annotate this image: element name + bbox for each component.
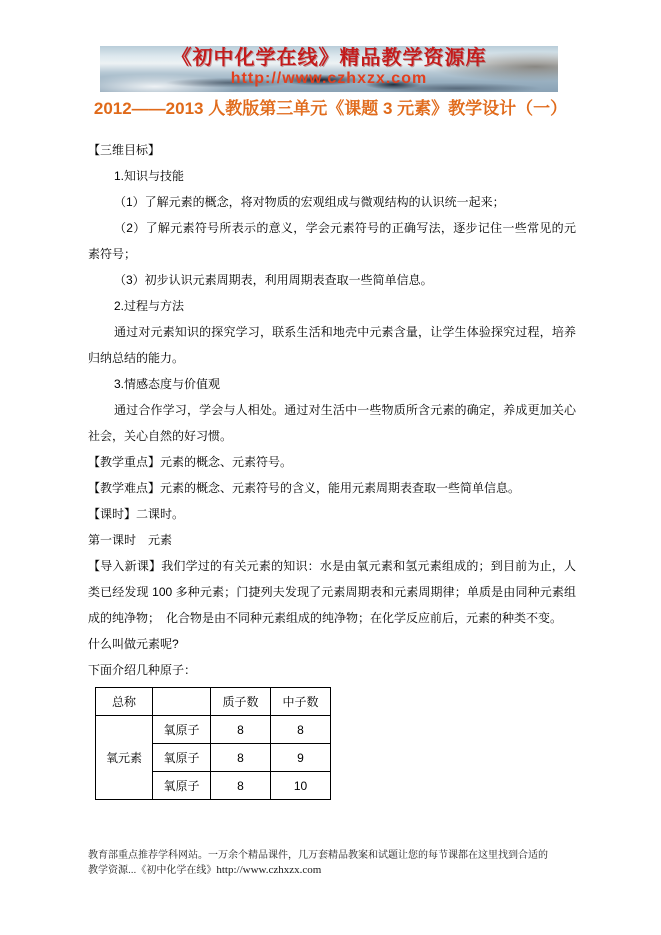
cell-atom-name: 氧原子 (153, 716, 211, 744)
cell-group-label: 氧元素 (96, 716, 153, 800)
header-cell-protons: 质子数 (211, 688, 271, 716)
banner-site-url: http://www.czhxzx.com (230, 70, 428, 87)
footer-line-2-text: 教学资源...《初中化学在线》 (88, 865, 217, 876)
table-row (96, 716, 331, 744)
banner-site-title: 《初中化学在线》精品教学资源库 (171, 47, 487, 69)
item-ks-point-1: （1）了解元素的概念，将对物质的宏观组成与微观结构的认识统一起来； (114, 195, 505, 209)
section-heading-3d-goals: 【三维目标】 (88, 143, 161, 157)
para-question-element: 什么叫做元素呢? (88, 637, 179, 651)
footer-line-2 (88, 863, 570, 878)
item-emotion-values: 3.情感态度与价值观 (114, 377, 221, 391)
para-table-intro: 下面介绍几种原子： (88, 663, 197, 677)
header-cell-neutrons: 中子数 (271, 688, 331, 716)
section-class-hours: 【课时】二课时。 (88, 507, 185, 521)
document-body (88, 137, 576, 800)
document-title: 2012——2013 人教版第三单元《课题 3 元素》教学设计（一） (93, 99, 568, 118)
cell-neutrons: 10 (271, 772, 331, 800)
footer-line-1: 教育部重点推荐学科网站。一万余个精品课件，几万套精品教案和试题让您的每节课都在这里找到合适的 (88, 850, 548, 861)
header-cell-empty (153, 688, 211, 716)
item-ks-point-3: （3）初步认识元素周期表，利用周期表查取一些简单信息。 (114, 273, 433, 287)
item-process-methods: 2.过程与方法 (114, 299, 185, 313)
para-emotion-values-detail: 通过合作学习，学会与人相处。通过对生活中一些物质所含元素的确定，养成更加关心社会，关心自然的好习惯。 (88, 403, 576, 443)
atom-table (95, 687, 331, 800)
cell-protons: 8 (211, 744, 271, 772)
item-ks-point-2: （2）了解元素符号所表示的意义，学会元素符号的正确写法，逐步记住一些常见的元素符号； (88, 221, 576, 261)
cell-neutrons: 9 (271, 744, 331, 772)
cell-protons: 8 (211, 772, 271, 800)
header-cell-group: 总称 (96, 688, 153, 716)
footer-site-url: http://www.czhxzx.com (216, 864, 322, 876)
cell-protons: 8 (211, 716, 271, 744)
section-teaching-focus: 【教学重点】元素的概念、元素符号。 (88, 455, 293, 469)
para-process-methods-detail: 通过对元素知识的探究学习，联系生活和地壳中元素含量，让学生体验探究过程，培养归纳总结的能力。 (88, 325, 576, 365)
table-header-row (96, 688, 331, 716)
cell-atom-name: 氧原子 (153, 744, 211, 772)
section-teaching-difficulty: 【教学难点】元素的概念、元素符号的含义，能用元素周期表查取一些简单信息。 (88, 481, 521, 495)
item-knowledge-skills: 1.知识与技能 (114, 169, 185, 183)
cell-neutrons: 8 (271, 716, 331, 744)
heading-first-lesson: 第一课时 元素 (88, 533, 173, 547)
cell-atom-name: 氧原子 (153, 772, 211, 800)
page-footer (88, 848, 570, 878)
banner-image (100, 46, 558, 92)
para-lesson-intro: 【导入新课】我们学过的有关元素的知识：水是由氧元素和氢元素组成的；到目前为止，人类已经发现 100 多种元素；门捷列夫发现了元素周期表和元素周期律；单质是由同种元素组成的纯净物； 化合物是由不同种元素组成的纯净物；在化学反应前后，元素的种类不变。 (88, 559, 576, 625)
